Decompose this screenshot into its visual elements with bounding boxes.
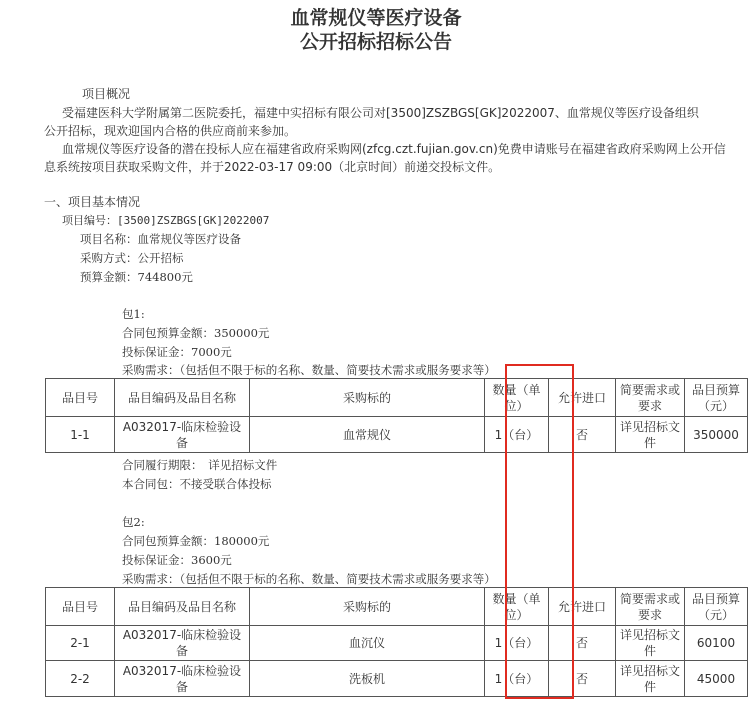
cell-requirement: 详见招标文 件 (616, 626, 685, 661)
cell-subject: 血常规仪 (250, 417, 485, 453)
table-row (46, 626, 748, 661)
cell-subject: 洗板机 (250, 661, 485, 697)
project-number: 项目编号：[3500]ZSZBGS[GK]2022007 (62, 214, 270, 227)
procurement-method: 采购方式：公开招标 (80, 251, 184, 265)
package1-label: 包1: (122, 307, 145, 321)
table-header-row (46, 588, 748, 626)
package2-demand: 采购需求：（包括但不限于标的名称、数量、简要技术需求或服务要求等） (122, 572, 496, 586)
header-quantity: 数量（单 位） (485, 588, 549, 626)
package2-deposit: 投标保证金：3600元 (122, 553, 232, 567)
cell-import: 否 (549, 626, 616, 661)
table-header-row (46, 379, 748, 417)
overview-heading: 项目概况 (82, 87, 131, 101)
package2-label: 包2: (122, 515, 145, 529)
cell-budget: 45000 (685, 661, 748, 697)
header-import: 允许进口 (549, 379, 616, 417)
overview-para2-line2: 息系统按项目获取采购文件，并于2022-03-17 09:00（北京时间）前递交投标文件。 (44, 160, 501, 174)
cell-budget: 350000 (685, 417, 748, 453)
header-item-code: 品目编码及品目名称 (115, 588, 250, 626)
header-import: 允许进口 (549, 588, 616, 626)
page-subtitle: 公开招标招标公告 (299, 31, 452, 53)
cell-requirement: 详见招标文 件 (616, 661, 685, 697)
cell-quantity: 1（台） (485, 626, 549, 661)
section-heading: 一、项目基本情况 (44, 195, 141, 209)
cell-item-no: 1-1 (46, 417, 115, 453)
import-column-highlight (505, 364, 574, 699)
page-title: 血常规仪等医疗设备 (290, 7, 462, 29)
header-budget: 品目预算 （元） (685, 588, 748, 626)
table-row (46, 661, 748, 697)
header-budget: 品目预算 （元） (685, 379, 748, 417)
header-item-no: 品目号 (46, 588, 115, 626)
cell-requirement: 详见招标文 件 (616, 417, 685, 453)
overview-para1-line2: 公开招标，现欢迎国内合格的供应商前来参加。 (44, 124, 297, 138)
cell-import: 否 (549, 417, 616, 453)
header-item-no: 品目号 (46, 379, 115, 417)
cell-quantity: 1（台） (485, 417, 549, 453)
table-row (46, 417, 748, 453)
package1-deposit: 投标保证金：7000元 (122, 345, 232, 359)
cell-item-no: 2-2 (46, 661, 115, 697)
header-item-code: 品目编码及品目名称 (115, 379, 250, 417)
package1-contract-budget: 合同包预算金额：350000元 (122, 326, 270, 340)
cell-item-code: A032017-临床检验设备 (115, 417, 250, 453)
package2-table (45, 587, 748, 697)
header-subject: 采购标的 (250, 588, 485, 626)
package1-consortium: 本合同包：不接受联合体投标 (122, 477, 272, 491)
cell-quantity: 1（台） (485, 661, 549, 697)
package2-contract-budget: 合同包预算金额：180000元 (122, 534, 270, 548)
cell-item-code: A032017-临床检验设备 (115, 661, 250, 697)
package1-demand: 采购需求：（包括但不限于标的名称、数量、简要技术需求或服务要求等） (122, 363, 496, 377)
cell-item-no: 2-1 (46, 626, 115, 661)
cell-budget: 60100 (685, 626, 748, 661)
header-quantity: 数量（单 位） (485, 379, 549, 417)
budget-amount: 预算金额：744800元 (80, 270, 193, 284)
cell-subject: 血沉仪 (250, 626, 485, 661)
header-subject: 采购标的 (250, 379, 485, 417)
overview-para1-line1: 受福建医科大学附属第二医院委托，福建中实招标有限公司对[3500]ZSZBGS[GK]2022007、血常规仪等医疗设备组织 (62, 106, 699, 120)
package1-period: 合同履行期限： 详见招标文件 (122, 458, 278, 472)
cell-import: 否 (549, 661, 616, 697)
overview-para2-line1: 血常规仪等医疗设备的潜在投标人应在福建省政府采购网(zfcg.czt.fujian.gov.cn)免费申请账号在福建省政府采购网上公开信 (62, 142, 726, 156)
cell-item-code: A032017-临床检验设备 (115, 626, 250, 661)
package1-table (45, 378, 748, 453)
header-requirement: 简要需求或 要求 (616, 379, 685, 417)
header-requirement: 简要需求或 要求 (616, 588, 685, 626)
project-name: 项目名称：血常规仪等医疗设备 (80, 232, 241, 246)
